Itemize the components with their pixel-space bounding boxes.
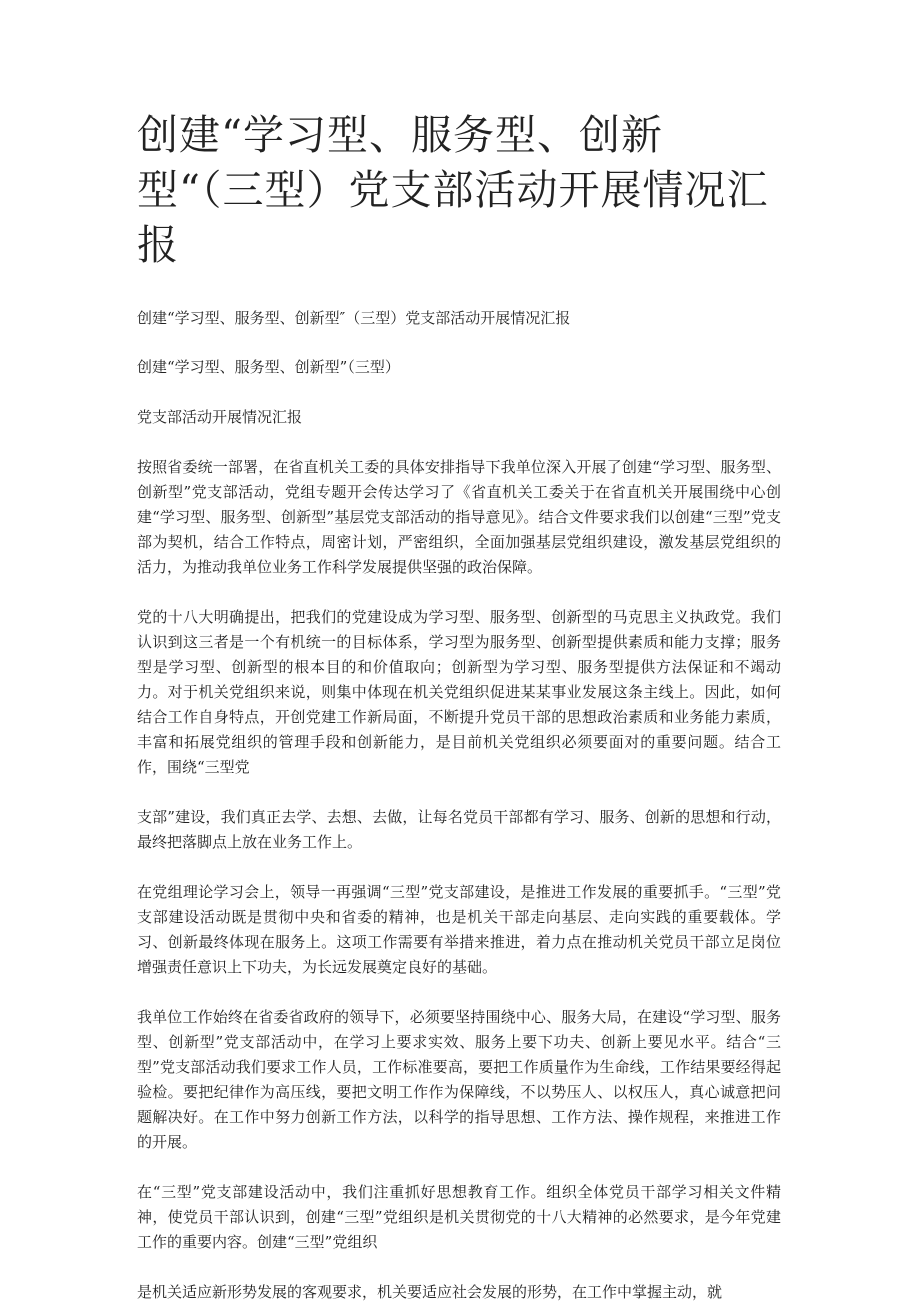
paragraph-intro: 按照省委统一部署，在省直机关工委的具体安排指导下我单位深入开展了创建“学习型、服务型、创新型”党支部活动，党组专题开会传达学习了《省直机关工委关于在省直机关开展围绕中心创建“学习型、服务型、创新型”基层党支部活动的指导意见》。结合文件要求我们以创建“三型”党支部为契机，结合工作特点，周密计划，严密组织，全面加强基层党组织建设，激发基层党组织的活力，为推动我单位业务工作科学发展提供坚强的政治保障。 — [137, 458, 781, 576]
paragraph-theory-study: 在党组理论学习会上，领导一再强调“三型”党支部建设，是推进工作发展的重要抓手。“三型”党支部建设活动既是贯彻中央和省委的精神，也是机关干部走向基层、走向实践的重要载体。学习、创新最终体现在服务上。这项工作需要有举措来推进，着力点在推动机关党员干部立足岗位增强责任意识上下功夫，为长远发展奠定良好的基础。 — [137, 883, 781, 976]
subtitle-full: 创建“学习型、服务型、创新型″（三型）党支部活动开展情况汇报 — [137, 309, 571, 327]
paragraph-branch-construction: 支部”建设，我们真正去学、去想、去做，让每名党员干部都有学习、服务、创新的思想和行动，最终把落脚点上放在业务工作上。 — [137, 808, 781, 851]
paragraph-eighteenth-congress: 党的十八大明确提出，把我们的党建设成为学习型、服务型、创新型的马克思主义执政党。我们认识到这三者是一个有机统一的目标体系，学习型为服务型、创新型提供素质和能力支撑；服务型是学习型、创新型的根本目的和价值取向；创新型为学习型、服务型提供方法保证和不竭动力。对于机关党组织来说，则集中体现在机关党组织促进某某事业发展这条主线上。因此，如何结合工作自身特点，开创党建工作新局面，不断提升党员干部的思想政治素质和业务能力素质，丰富和拓展党组织的管理手段和创新能力，是目前机关党组织必须要面对的重要问题。结合工作，围绕“三型党 — [137, 608, 781, 776]
document-title: 创建“学习型、服务型、创新型“（三型）党支部活动开展情况汇报 — [137, 111, 769, 269]
paragraph-ideological-education: 在“三型”党支部建设活动中，我们注重抓好思想教育工作。组织全体党员干部学习相关文件精神，使党员干部认识到，创建“三型”党组织是机关贯彻党的十八大精神的必然要求，是今年党建工作的重要内容。创建“三型”党组织 — [137, 1183, 781, 1251]
subtitle-part-one: 创建“学习型、服务型、创新型”（三型） — [137, 358, 400, 376]
paragraph-leadership: 我单位工作始终在省委省政府的领导下，必须要坚持围绕中心、服务大局，在建设“学习型、服务型、创新型”党支部活动中，在学习上要求实效、服务上要下功夫、创新上要见水平。结合“三型”党支部活动我们要求工作人员，工作标准要高，要把工作质量作为生命线，工作结果要经得起验检。要把纪律作为高压线，要把文明工作作为保障线，不以势压人、以权压人，真心诚意把问题解决好。在工作中努力创新工作方法，以科学的指导思想、工作方法、操作规程，来推进工作的开展。 — [137, 1008, 781, 1151]
paragraph-new-situation: 是机关适应新形势发展的客观要求，机关要适应社会发展的形势，在工作中掌握主动，就 — [137, 1283, 723, 1301]
subtitle-part-two: 党支部活动开展情况汇报 — [137, 408, 303, 426]
